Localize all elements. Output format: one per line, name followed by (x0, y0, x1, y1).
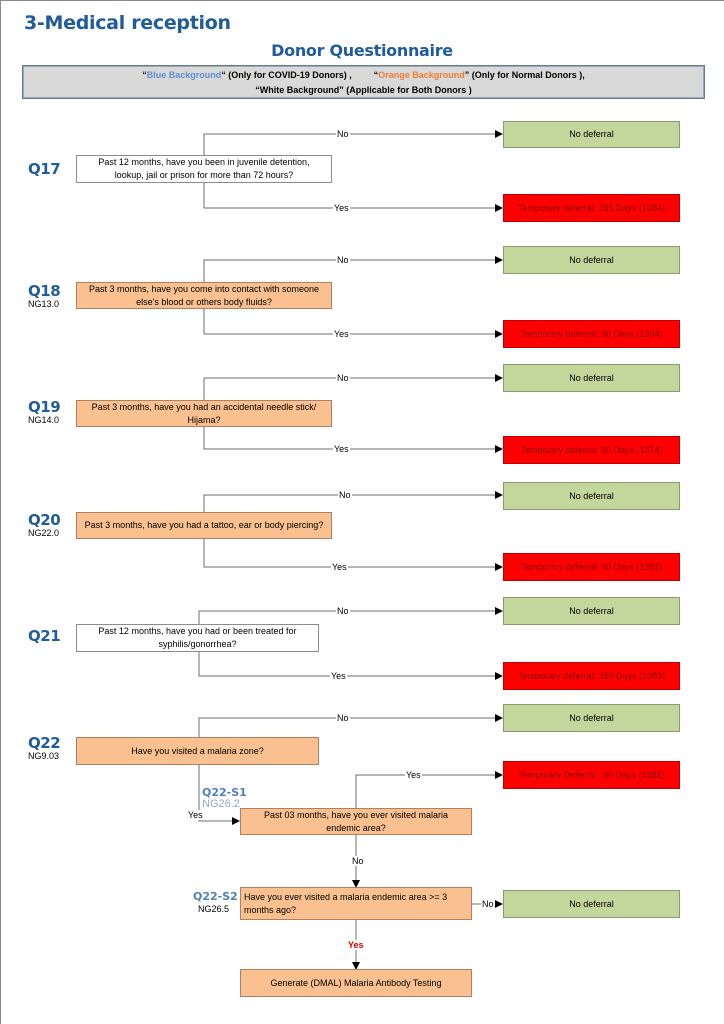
q22-s2-question-box[interactable]: Have you ever visited a malaria endemic area >= 3 months ago? (240, 887, 472, 920)
q20-no-label: No (339, 490, 351, 500)
q20-yes-label: Yes (332, 562, 347, 572)
q17-label: Q17 (28, 160, 61, 178)
q21-question-box[interactable]: Past 12 months, have you had or been treated for syphilis/gonorrhea? (76, 624, 319, 652)
q18-question-box[interactable]: Past 3 months, have you come into contact with someone else's blood or others body fluids? (76, 282, 332, 309)
q18-no-deferral-box[interactable]: No deferral (503, 246, 680, 274)
q19-label: Q19 (28, 398, 61, 416)
q21-no-connector (199, 611, 502, 624)
q21-deferral-box[interactable]: Temporary deferral: 365 Days (1383) (503, 662, 680, 690)
legend-quote: “ (373, 70, 379, 80)
q22-no-connector (199, 718, 502, 737)
q18-no-connector (204, 260, 502, 282)
q22s1-yes-connector (356, 775, 502, 808)
q17-no-connector (204, 134, 502, 155)
q20-yes-connector (204, 539, 502, 567)
q22-s1-label: Q22-S1 (202, 786, 247, 799)
legend-orange-desc: ” (Only for Normal Donors ), (464, 70, 585, 80)
legend-line-2: “White Background” (Applicable for Both Donors ) (255, 85, 472, 95)
q17-deferral-box[interactable]: Temporary deferral: 365 Days (1384) (503, 194, 680, 222)
q22-s2-code: NG26.5 (198, 904, 230, 914)
q19-no-deferral-box[interactable]: No deferral (503, 364, 680, 392)
legend-blue-desc: “ (Only for COVID-19 Donors) , (221, 70, 352, 80)
q18-yes-label: Yes (334, 329, 349, 339)
page-title: 3-Medical reception (24, 12, 231, 34)
q22-s1-no-label: No (352, 856, 364, 866)
q20-question-box[interactable]: Past 3 months, have you had a tattoo, ear or body piercing? (76, 512, 332, 539)
q22-s2-no-label: No (482, 899, 494, 909)
q20-no-deferral-box[interactable]: No deferral (503, 482, 680, 510)
q22-s1-yes-label: Yes (406, 770, 421, 780)
q18-label: Q18 (28, 282, 61, 300)
q17-no-deferral-box[interactable]: No deferral (503, 121, 680, 148)
q22-yes-label: Yes (188, 810, 203, 820)
q19-deferral-box[interactable]: Temporary deferral: 90 Days (1374) (503, 436, 680, 464)
q21-label: Q21 (28, 627, 61, 645)
legend-blue-label: Blue Background (146, 70, 222, 80)
q19-yes-label: Yes (334, 444, 349, 454)
q21-yes-connector (199, 651, 502, 676)
q22-question-box[interactable]: Have you visited a malaria zone? (76, 737, 319, 765)
q17-no-label: No (337, 129, 349, 139)
q22-no-label: No (337, 713, 349, 723)
q22-label: Q22 (28, 734, 61, 752)
q20-code: NG22.0 (28, 528, 60, 538)
q20-deferral-box[interactable]: Temporary deferral: 90 Days (1381) (503, 553, 680, 581)
q19-code: NG14.0 (28, 415, 60, 425)
dmal-testing-box[interactable]: Generate (DMAL) Malaria Antibody Testing (240, 969, 472, 997)
q18-no-label: No (337, 255, 349, 265)
q22-s2-no-deferral-box[interactable]: No deferral (503, 890, 680, 918)
q17-yes-label: Yes (334, 203, 349, 213)
q22-s2-label: Q22-S2 (193, 890, 238, 903)
q22-s1-code: NG26.2 (202, 798, 240, 810)
q22-no-deferral-box[interactable]: No deferral (503, 704, 680, 732)
q18-code: NG13.0 (28, 299, 60, 309)
legend-orange-label: Orange Background (378, 70, 465, 80)
q22-s2-yes-label: Yes (348, 940, 364, 950)
q18-yes-connector (204, 309, 502, 334)
legend-quote: “ (142, 70, 147, 80)
q22-code: NG9.03 (28, 751, 60, 761)
q22-s1-deferral-box[interactable]: Temporary Deferral : 90 Days (1385) (503, 761, 680, 789)
q17-question-box[interactable]: Past 12 months, have you been in juvenile detention, lookup, jail or prison for more than 72 hours? (76, 155, 332, 183)
q19-no-connector (204, 378, 502, 400)
q19-question-box[interactable]: Past 3 months, have you had an accidental needle stick/ Hijama? (76, 400, 332, 427)
q19-no-label: No (337, 373, 349, 383)
q20-no-connector (204, 495, 502, 512)
q20-label: Q20 (28, 511, 61, 529)
q21-no-label: No (337, 606, 349, 616)
q21-no-deferral-box[interactable]: No deferral (503, 597, 680, 625)
page-subtitle: Donor Questionnaire (271, 41, 453, 60)
q18-deferral-box[interactable]: Temporary deferral: 90 Days (1394) (503, 320, 680, 348)
q19-yes-connector (204, 427, 502, 449)
q21-yes-label: Yes (331, 671, 346, 681)
q17-yes-connector (204, 183, 502, 208)
q22-s1-question-box[interactable]: Past 03 months, have you ever visited malaria endemic area? (240, 808, 472, 835)
